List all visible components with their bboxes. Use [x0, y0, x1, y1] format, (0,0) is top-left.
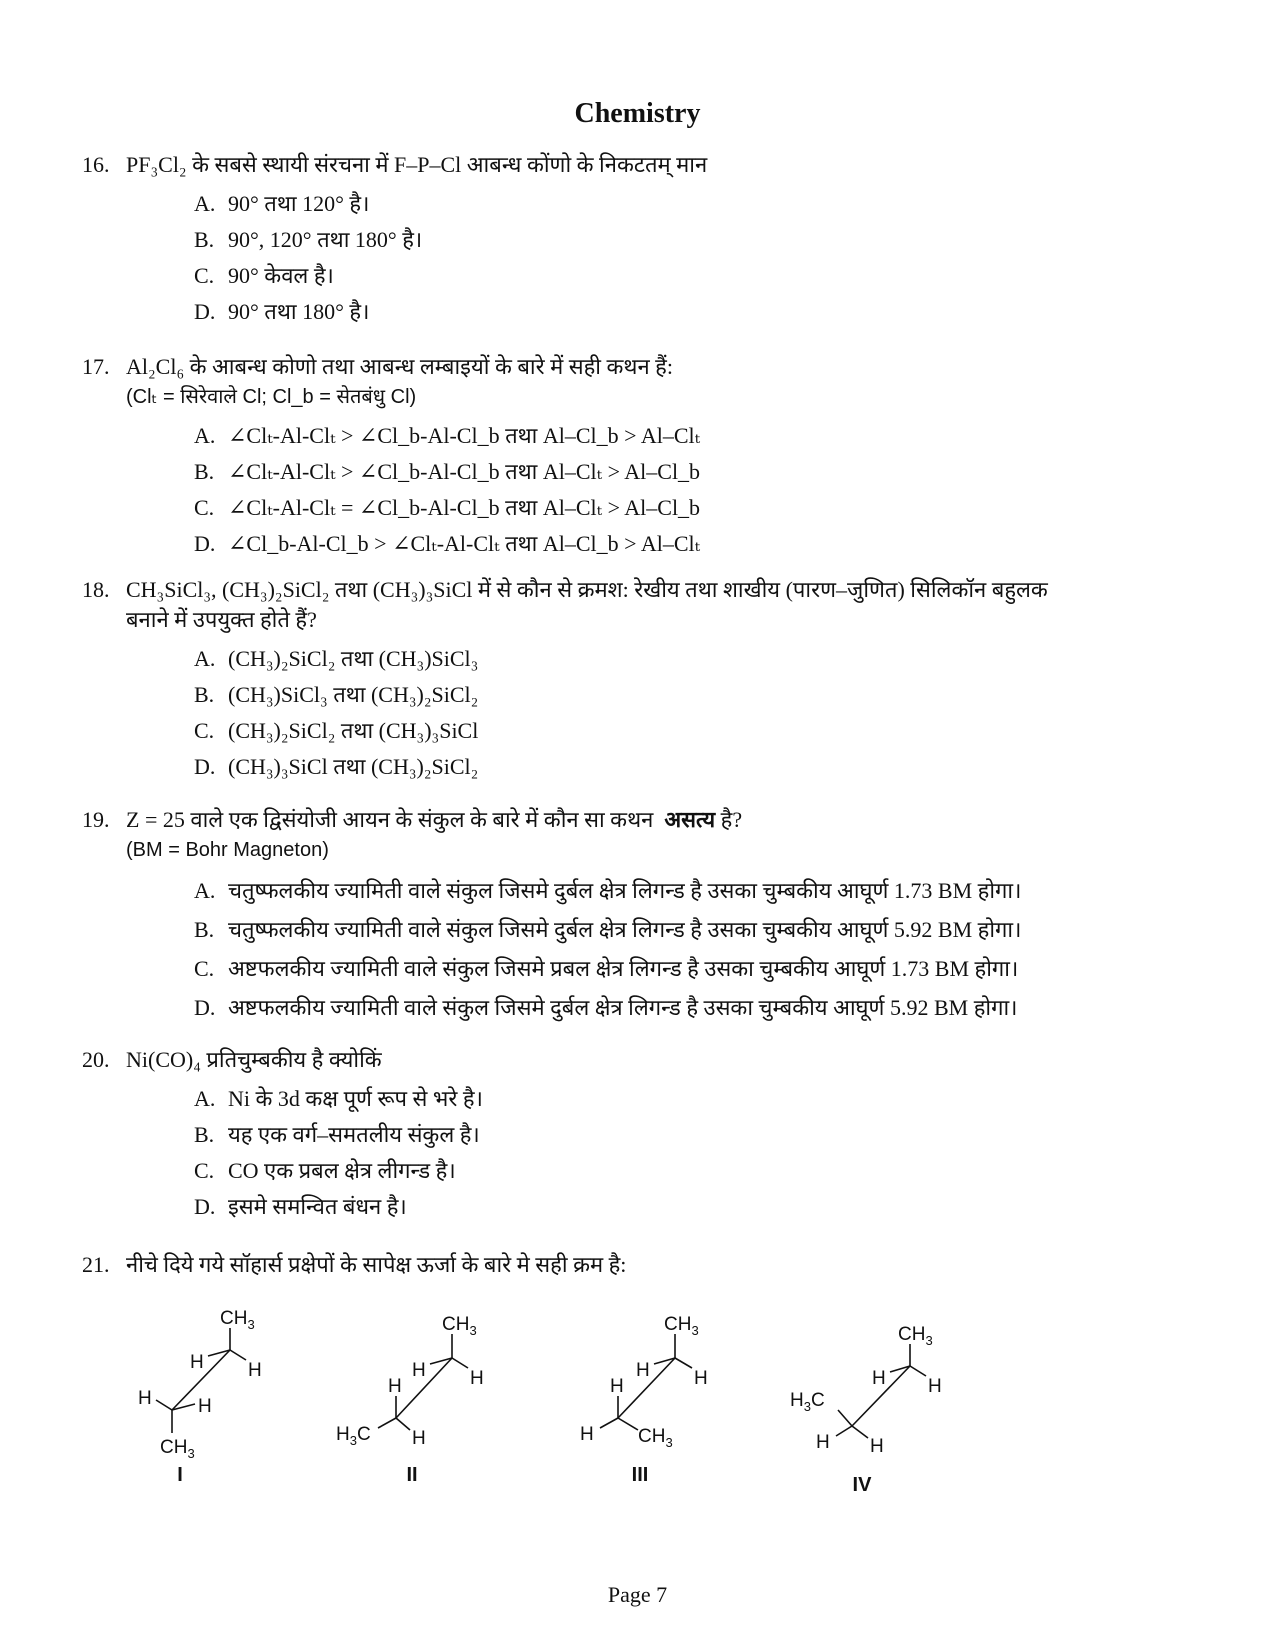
svg-text:H: H	[138, 1388, 152, 1409]
structure-label: III	[631, 1464, 649, 1486]
question-text: CH₃SiCl₃, (CH₃)₂SiCl₂ तथा (CH₃)₃SiCl में से कौन से क्रमश: रेखीय तथा शाखीय (पारण–जुणित) सिलिकॉन बहुलक	[126, 577, 1048, 602]
svg-text:H: H	[872, 1368, 886, 1389]
svg-text:H: H	[248, 1360, 262, 1381]
sawhorse-drawing-iii	[542, 1288, 722, 1458]
option-c[interactable]: C. ∠Clₜ-Al-Clₜ = ∠Cl_b-Al-Cl_b तथा Al–Clₜ > Al–Cl_b	[194, 495, 701, 520]
option-a[interactable]: A. ∠Clₜ-Al-Clₜ > ∠Cl_b-Al-Cl_b तथा Al–Cl_b > Al–Clₜ	[194, 423, 701, 448]
option-c[interactable]: C. CO एक प्रबल क्षेत्र लीगन्ड है।	[194, 1158, 456, 1183]
option-c[interactable]: C. (CH₃)₂SiCl₂ तथा (CH₃)₃SiCl	[194, 718, 479, 743]
svg-text:H: H	[388, 1376, 402, 1397]
question-note: (BM = Bohr Magneton)	[126, 839, 329, 861]
option-d[interactable]: D. इसमे समन्वित बंधन है।	[194, 1194, 407, 1219]
svg-text:H: H	[198, 1396, 212, 1417]
question-20	[82, 1045, 1202, 1225]
option-c[interactable]: C. 90° केवल है।	[194, 263, 334, 288]
option-d[interactable]: D. (CH₃)₃SiCl तथा (CH₃)₂SiCl₂	[194, 754, 479, 779]
question-number: 21.	[82, 1252, 110, 1277]
sawhorse-structure-ii	[330, 1288, 510, 1488]
question-16	[82, 150, 1202, 330]
svg-text:H: H	[816, 1432, 830, 1453]
question-number: 19.	[82, 807, 110, 832]
sawhorse-structure-iv	[776, 1288, 956, 1496]
svg-text:CH3: $CH_3$	[664, 1314, 699, 1338]
svg-text:CH3: $CH_3$	[638, 1426, 673, 1450]
option-a[interactable]: A. (CH₃)₂SiCl₂ तथा (CH₃)SiCl₃	[194, 646, 479, 671]
question-stem	[82, 352, 1202, 382]
question-number: 18.	[82, 577, 110, 602]
option-c[interactable]: C. अष्टफलकीय ज्यामिती वाले संकुल जिसमे प्रबल क्षेत्र लिगन्ड है उसका चुम्बकीय आघूर्ण 1.73 BM होगा।	[194, 956, 1019, 981]
option-a[interactable]: A. Ni के 3d कक्ष पूर्ण रूप से भरे है।	[194, 1086, 483, 1111]
question-stem	[82, 1045, 1202, 1075]
svg-text:H: H	[412, 1428, 426, 1449]
question-text: नीचे दिये गये सॉहार्स प्रक्षेपों के सापेक्ष ऊर्जा के बारे मे सही क्रम है:	[126, 1252, 627, 1277]
question-text: PF₃Cl₂ के सबसे स्थायी संरचना में F–P–Cl आबन्ध कोंणो के निकटतम् मान	[126, 152, 708, 177]
option-a[interactable]: A. 90° तथा 120° है।	[194, 191, 370, 216]
question-text: Ni(CO)₄ प्रतिचुम्बकीय है क्योकिं	[126, 1047, 382, 1072]
svg-text:H: H	[694, 1368, 708, 1389]
section-title: Chemistry	[574, 98, 701, 129]
svg-text:CH3: $CH_3$	[160, 1437, 195, 1458]
sawhorse-drawing-iv	[776, 1288, 956, 1458]
option-b[interactable]: B. यह एक वर्ग–समतलीय संकुल है।	[194, 1122, 480, 1147]
svg-text:H: H	[610, 1376, 624, 1397]
page-number: Page 7	[607, 1582, 668, 1607]
svg-text:H: H	[870, 1436, 884, 1457]
sawhorse-structure-iii	[542, 1288, 722, 1488]
question-number: 17.	[82, 354, 110, 379]
svg-text:H: H	[470, 1368, 484, 1389]
sawhorse-drawing-ii	[330, 1288, 510, 1458]
question-text-line2: बनाने में उपयुक्त होते हैं?	[126, 607, 317, 632]
svg-text:CH3: $CH_3$	[898, 1324, 933, 1348]
sawhorse-structure-i	[110, 1288, 290, 1488]
question-text: Al₂Cl₆ के आबन्ध कोणो तथा आबन्ध लम्बाइयों के बारे में सही कथन हैं:	[126, 354, 673, 379]
question-note: (Clₜ = सिरेवाले Cl; Cl_b = सेतबंधु Cl)	[126, 386, 417, 408]
option-b[interactable]: B. चतुष्फलकीय ज्यामिती वाले संकुल जिसमे दुर्बल क्षेत्र लिगन्ड है उसका चुम्बकीय आघूर्ण 5.92 BM होगा।	[194, 917, 1022, 942]
sawhorse-projections	[110, 1288, 1010, 1496]
question-stem: 19. Z = 25 वाले एक द्विसंयोजी आयन के संकुल के बारे में कौन सा कथन असत्य है?	[82, 805, 1202, 835]
svg-text:H: H	[412, 1360, 426, 1381]
svg-text:CH3: $CH_3$	[220, 1308, 255, 1332]
question-stem	[82, 150, 1202, 180]
option-d[interactable]: D. 90° तथा 180° है।	[194, 299, 370, 324]
structure-label: IV	[852, 1474, 872, 1496]
option-b[interactable]: B. 90°, 120° तथा 180° है।	[194, 227, 423, 252]
question-number: 16.	[82, 152, 110, 177]
structure-label: II	[406, 1464, 418, 1486]
svg-text:H: H	[190, 1352, 204, 1373]
svg-text:H: H	[928, 1376, 942, 1397]
option-b[interactable]: B. (CH₃)SiCl₃ तथा (CH₃)₂SiCl₂	[194, 682, 479, 707]
svg-text:H: H	[636, 1360, 650, 1381]
question-text: Z = 25 वाले एक द्विसंयोजी आयन के संकुल के बारे में कौन सा कथन	[126, 807, 654, 832]
question-21	[82, 1250, 1202, 1280]
option-d[interactable]: D. अष्टफलकीय ज्यामिती वाले संकुल जिसमे दुर्बल क्षेत्र लिगन्ड है उसका चुम्बकीय आघूर्ण 5.92 BM होगा।	[194, 995, 1018, 1020]
structure-label: I	[177, 1464, 183, 1486]
svg-text:CH3: $CH_3$	[442, 1314, 477, 1338]
svg-text:H3C: $H_3C$	[336, 1424, 371, 1448]
option-a[interactable]: A. चतुष्फलकीय ज्यामिती वाले संकुल जिसमे दुर्बल क्षेत्र लिगन्ड है उसका चुम्बकीय आघूर्ण 1.73 BM होगा।	[194, 878, 1022, 903]
option-b[interactable]: B. ∠Clₜ-Al-Clₜ > ∠Cl_b-Al-Cl_b तथा Al–Clₜ > Al–Cl_b	[194, 459, 701, 484]
svg-text:H3C: $H_3C$	[790, 1390, 825, 1414]
option-d[interactable]: D. ∠Cl_b-Al-Cl_b > ∠Clₜ-Al-Clₜ तथा Al–Cl_b > Al–Clₜ	[194, 531, 701, 556]
emphasis-false: असत्य	[664, 807, 716, 832]
question-19	[82, 805, 1202, 1027]
question-number: 20.	[82, 1047, 110, 1072]
question-18	[82, 575, 1202, 785]
sawhorse-drawing-i	[110, 1288, 290, 1458]
svg-text:H: H	[580, 1424, 594, 1445]
question-stem	[82, 1250, 1202, 1280]
question-17	[82, 352, 1202, 562]
question-stem	[82, 575, 1202, 605]
